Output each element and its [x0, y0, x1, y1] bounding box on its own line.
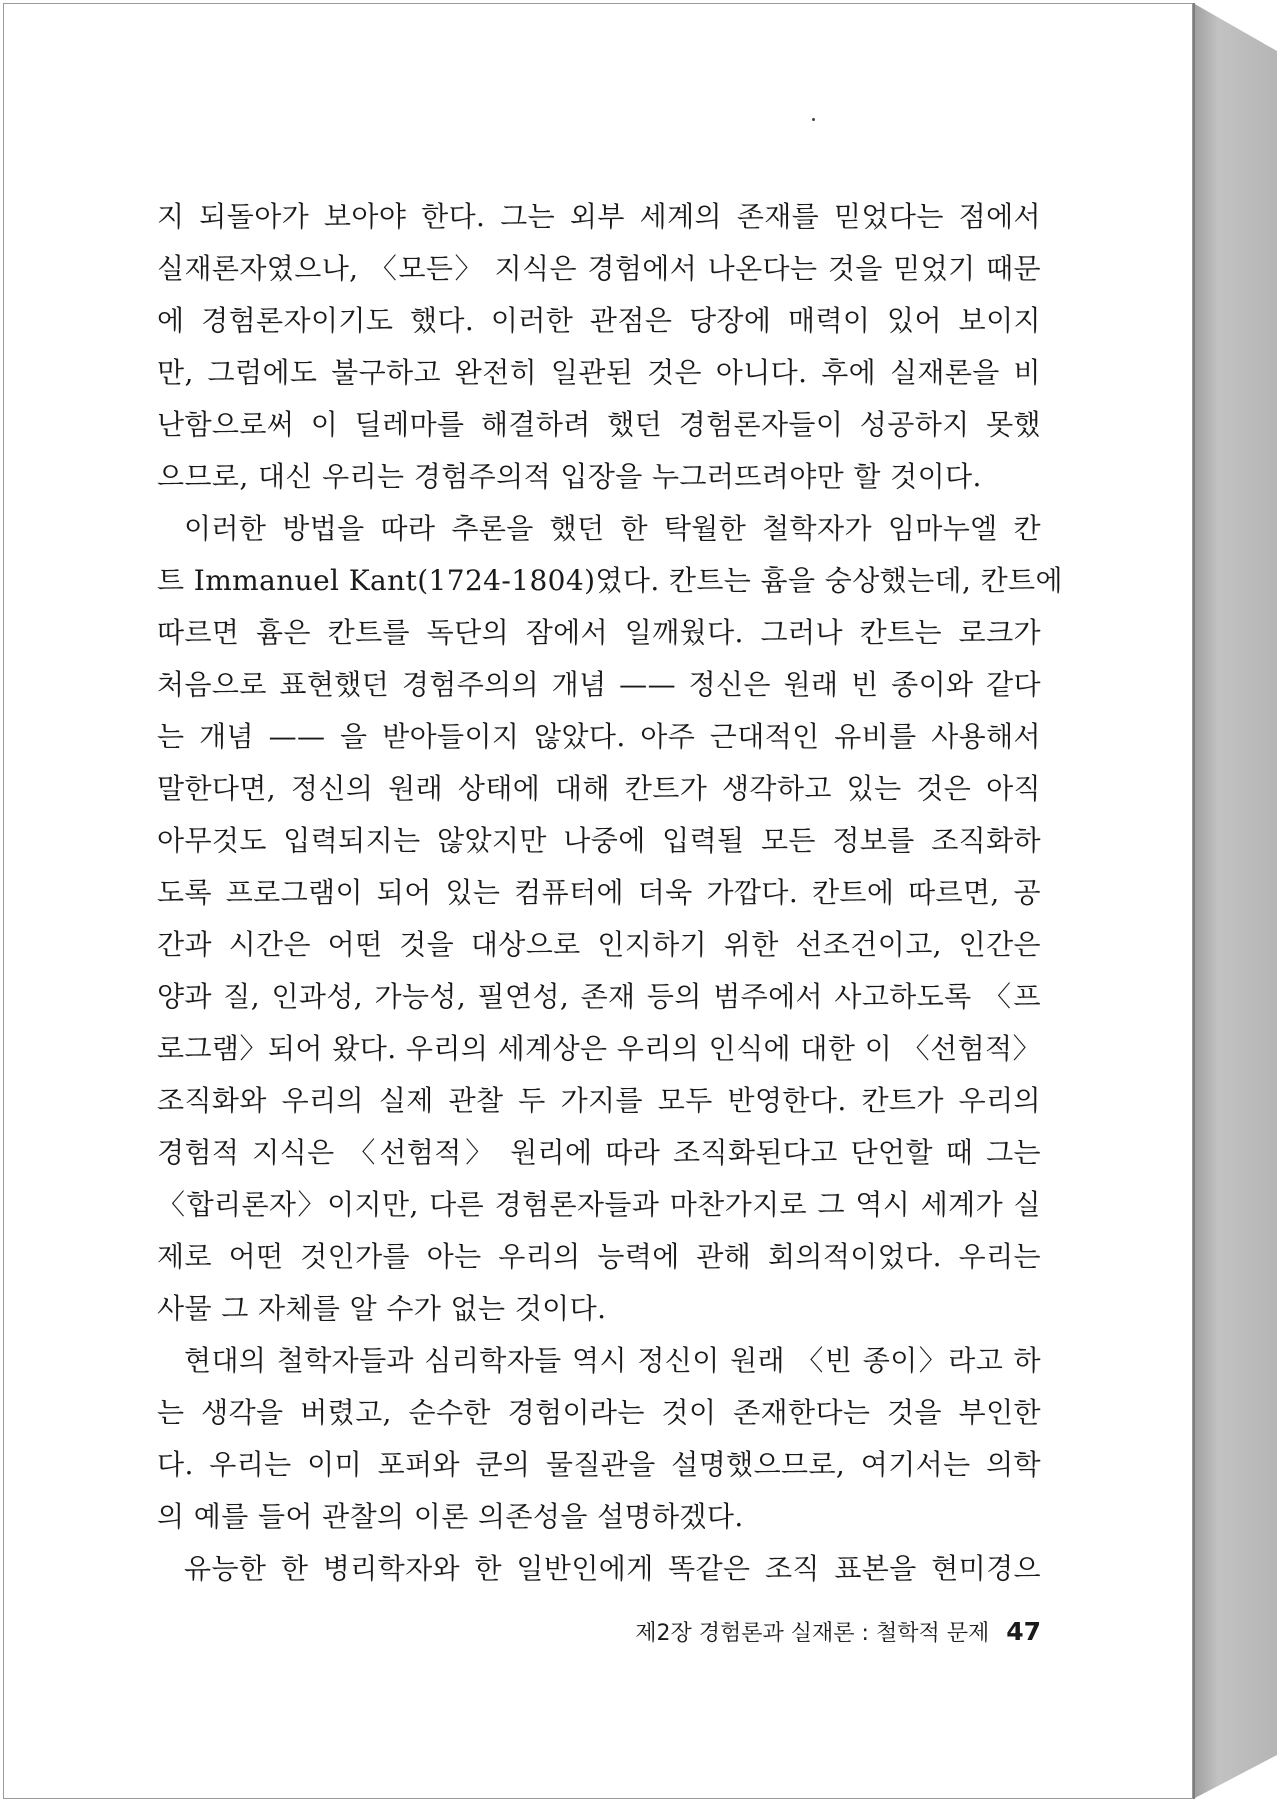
- paragraph-4: [157, 1543, 1041, 1595]
- text-line: 간과 시간은 어떤 것을 대상으로 인지하기 위한 선조건이고, 인간은: [157, 928, 1041, 961]
- text-line: 으므로, 대신 우리는 경험주의적 입장을 누그러뜨려야만 할 것이다.: [157, 460, 982, 493]
- text-line: 만, 그럼에도 불구하고 완전히 일관된 것은 아니다. 후에 실재론을 비: [157, 356, 1041, 389]
- running-title: 제2장 경험론과 실재론 : 철학적 문제: [635, 1621, 990, 1646]
- text-line: 다. 우리는 이미 포퍼와 쿤의 물질관을 설명했으므로, 여기서는 의학: [157, 1448, 1041, 1481]
- text-line: 제로 어떤 것인가를 아는 우리의 능력에 관해 회의적이었다. 우리는: [157, 1240, 1041, 1273]
- text-line: 현대의 철학자들과 심리학자들 역시 정신이 원래 〈빈 종이〉라고 하: [184, 1344, 1041, 1377]
- text-line: 〈합리론자〉이지만, 다른 경험론자들과 마찬가지로 그 역시 세계가 실: [157, 1188, 1041, 1221]
- text-line: 실재론자였으나, 〈모든〉 지식은 경험에서 나온다는 것을 믿었기 때문: [157, 252, 1041, 285]
- body-text: [157, 191, 1063, 1595]
- text-line: 에 경험론자이기도 했다. 이러한 관점은 당장에 매력이 있어 보이지: [157, 304, 1041, 337]
- text-line: 로그램〉되어 왔다. 우리의 세계상은 우리의 인식에 대한 이 〈선험적〉: [157, 1032, 1041, 1065]
- text-line: 경험적 지식은 〈선험적〉 원리에 따라 조직화된다고 단언할 때 그는: [157, 1136, 1041, 1169]
- paragraph-2: [157, 503, 1063, 1335]
- text-line: 난함으로써 이 딜레마를 해결하려 했던 경험론자들이 성공하지 못했: [157, 408, 1041, 441]
- text-line: 이러한 방법을 따라 추론을 했던 한 탁월한 철학자가 임마누엘 칸: [184, 512, 1041, 545]
- text-line: 트 Immanuel Kant(1724-1804)였다. 칸트는 흄을 숭상했는데, 칸트에: [157, 564, 1063, 597]
- text-line: 의 예를 들어 관찰의 이론 의존성을 설명하겠다.: [157, 1500, 744, 1533]
- text-line: 따르면 흄은 칸트를 독단의 잠에서 일깨웠다. 그러나 칸트는 로크가: [157, 616, 1041, 649]
- text-line: 사물 그 자체를 알 수가 없는 것이다.: [157, 1292, 607, 1325]
- page-number: 47: [1006, 1617, 1041, 1646]
- text-line: 는 생각을 버렸고, 순수한 경험이라는 것이 존재한다는 것을 부인한: [157, 1396, 1041, 1429]
- text-line: 유능한 한 병리학자와 한 일반인에게 똑같은 조직 표본을 현미경으: [184, 1552, 1041, 1585]
- text-line: 양과 질, 인과성, 가능성, 필연성, 존재 등의 범주에서 사고하도록 〈프: [157, 980, 1041, 1013]
- text-line: 는 개념 —— 을 받아들이지 않았다. 아주 근대적인 유비를 사용해서: [157, 720, 1041, 753]
- page-footer: [600, 1616, 1041, 1647]
- page-stack-edge: [1193, 3, 1277, 1799]
- paragraph-3: [157, 1335, 1041, 1543]
- text-line: 처음으로 표현했던 경험주의의 개념 —— 정신은 원래 빈 종이와 같다: [157, 668, 1041, 701]
- text-line: 지 되돌아가 보아야 한다. 그는 외부 세계의 존재를 믿었다는 점에서: [157, 200, 1041, 233]
- text-line: 도록 프로그램이 되어 있는 컴퓨터에 더욱 가깝다. 칸트에 따르면, 공: [157, 876, 1041, 909]
- paragraph-1: [157, 191, 1041, 503]
- text-line: 말한다면, 정신의 원래 상태에 대해 칸트가 생각하고 있는 것은 아직: [157, 772, 1041, 805]
- page-edge-line: [1193, 3, 1195, 1799]
- text-line: 아무것도 입력되지는 않았지만 나중에 입력될 모든 정보를 조직화하: [157, 824, 1041, 857]
- text-line: 조직화와 우리의 실제 관찰 두 가지를 모두 반영한다. 칸트가 우리의: [157, 1084, 1041, 1117]
- scan-speck: [812, 118, 815, 121]
